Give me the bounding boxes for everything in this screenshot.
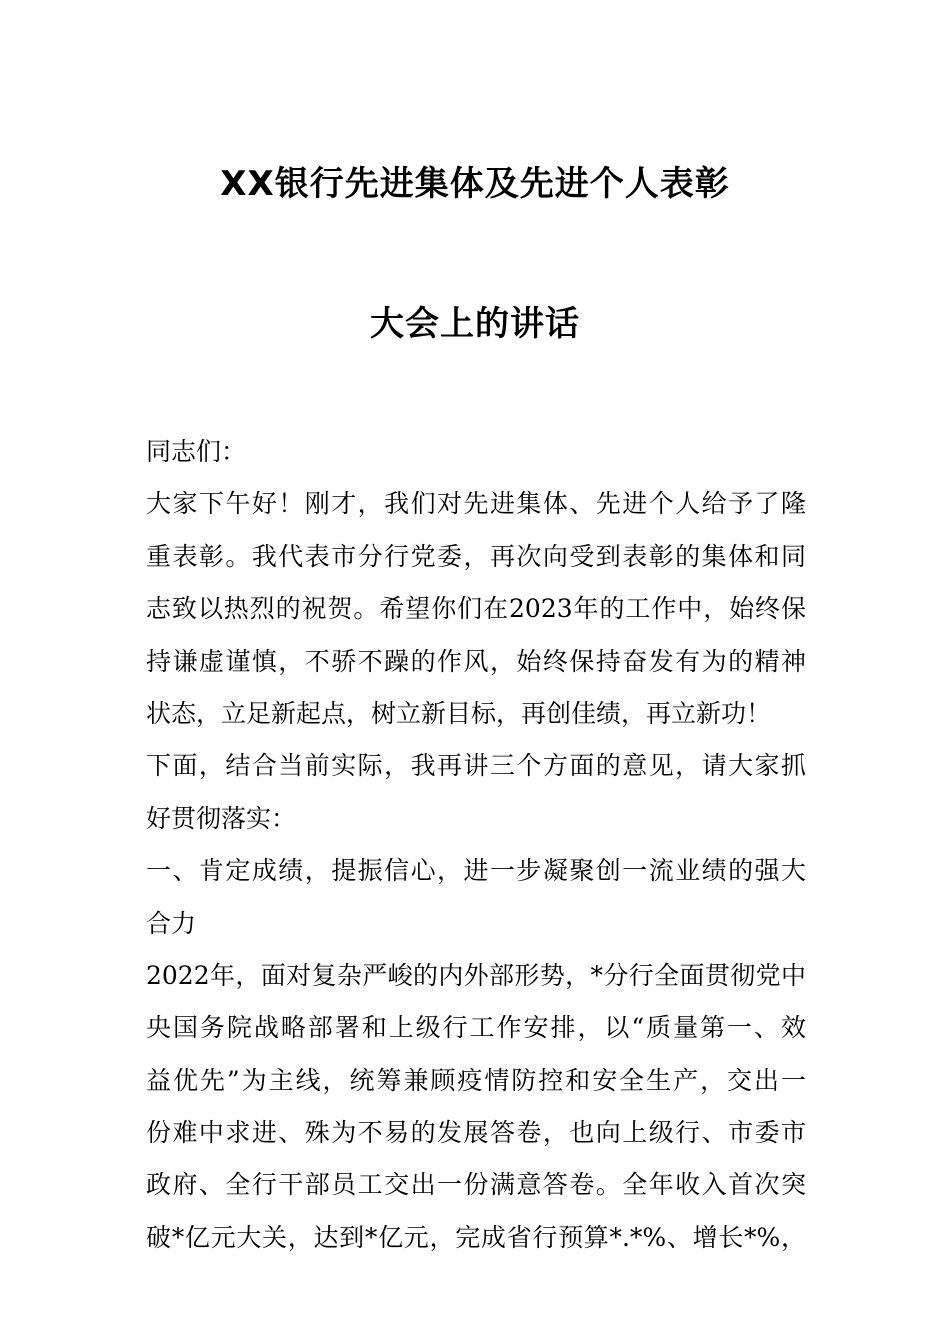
document-title-line-1: XX银行先进集体及先进个人表彰: [220, 164, 730, 204]
text-line: 央国务院战略部署和上级行工作安排，以“质量第一、效: [146, 1013, 806, 1043]
text-line: 状态，立足新起点，树立新目标，再创佳绩，再立新功！: [146, 698, 772, 728]
text-line: 好贯彻落实：: [146, 803, 297, 833]
text-line: 重表彰。我代表市分行党委，再次向受到表彰的集体和同: [146, 541, 806, 571]
text-line: 持谦虚谨慎，不骄不躁的作风，始终保持奋发有为的精神: [146, 646, 806, 676]
text-line: 破*亿元大关，达到*亿元，完成省行预算*.*%、增长*%，: [146, 1222, 806, 1252]
document-title-line-2: 大会上的讲话: [370, 304, 580, 344]
text-line: 政府、全行干部员工交出一份满意答卷。全年收入首次突: [146, 1170, 806, 1200]
text-line: 大家下午好！刚才，我们对先进集体、先进个人给予了隆: [146, 489, 806, 519]
text-line: 益优先”为主线，统筹兼顾疫情防控和安全生产，交出一: [146, 1065, 806, 1095]
text-line: 志致以热烈的祝贺。希望你们在2023年的工作中，始终保: [146, 594, 806, 624]
salutation: 同志们：: [146, 437, 247, 466]
section-heading-line: 合力: [146, 908, 197, 938]
text-line: 份难中求进、殊为不易的发展答卷，也向上级行、市委市: [146, 1118, 806, 1148]
document-body: [146, 426, 806, 1264]
text-line: 下面，结合当前实际，我再讲三个方面的意见，请大家抓: [146, 751, 806, 781]
section-heading-line: 一、肯定成绩，提振信心，进一步凝聚创一流业绩的强大: [146, 856, 806, 886]
text-line: 2022年，面对复杂严峻的内外部形势，*分行全面贯彻党中: [146, 960, 806, 990]
